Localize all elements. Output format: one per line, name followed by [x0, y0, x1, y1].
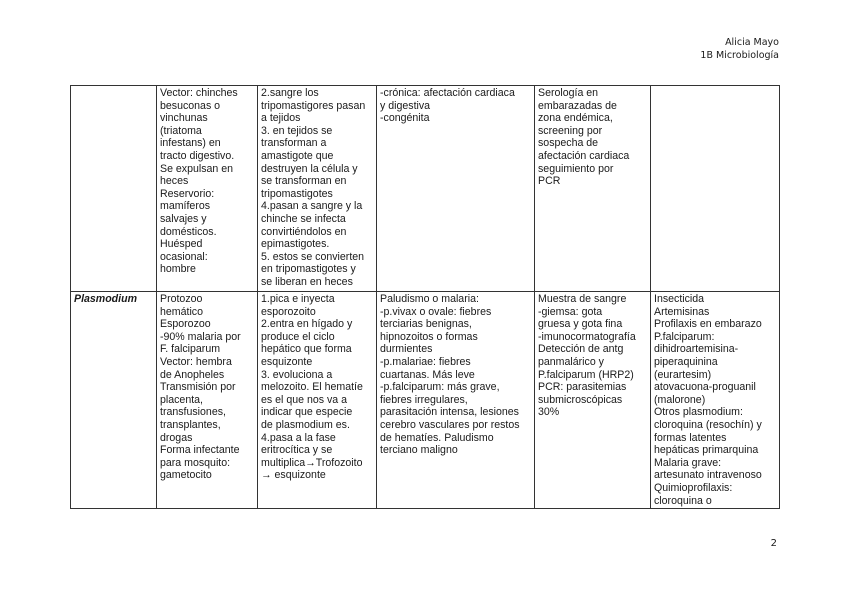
table-cell — [651, 292, 780, 509]
cell-text-line: gruesa y gota fina — [538, 318, 623, 331]
cell-text-line: Vector: chinches — [160, 87, 238, 99]
cell-text-line: y digestiva — [380, 99, 431, 112]
cell-text-line: Esporozoo — [160, 318, 211, 331]
cell-text-line: salvajes y — [160, 212, 207, 225]
cell-text-line: zona endémica, — [538, 112, 613, 125]
cell-text-line: convirtiéndolos en — [261, 225, 347, 238]
cell-text-line: panmalárico y — [538, 355, 604, 368]
cell-text-line: destruyen la célula y — [261, 162, 358, 175]
cell-text-line: -p.falciparum: más grave, — [380, 381, 500, 394]
cell-text-line: es el que nos va a — [261, 393, 347, 406]
cell-text-line: fiebres irregulares, — [380, 393, 468, 406]
cell-text-line: produce el ciclo — [261, 330, 335, 343]
cell-text-line: Protozoo — [160, 293, 203, 305]
cell-text-line: F. falciparum — [160, 343, 221, 356]
cell-text-line: mamíferos — [160, 200, 211, 213]
cell-text-line: placenta, — [160, 393, 203, 406]
cell-text-line: se transforman en — [261, 175, 347, 188]
cell-text-line: Forma infectante — [160, 444, 240, 457]
cell-text-line: afectación cardiaca — [538, 149, 630, 162]
cell-text-line: → esquizonte — [261, 469, 326, 482]
cell-text-line: Quimioprofilaxis: — [654, 481, 733, 494]
page-header — [700, 36, 779, 62]
table-row — [71, 292, 780, 509]
cell-text-line: P.falciparum: — [654, 330, 715, 343]
cell-text-line: cuartanas. Más leve — [380, 368, 475, 381]
cell-text-line: -p.vivax o ovale: fiebres — [380, 305, 492, 318]
table-cell — [258, 86, 377, 292]
cell-text-line: vinchunas — [160, 112, 208, 125]
cell-text-line: transplantes, — [160, 418, 221, 431]
cell-text-line: artesunato intravenoso — [654, 469, 762, 482]
page-number: 2 — [770, 538, 777, 549]
cell-text-line: PCR: parasitemias — [538, 381, 627, 394]
cell-text-line: P.falciparum (HRP2) — [538, 368, 634, 381]
table-row — [71, 86, 780, 292]
cell-text-line: transfusiones, — [160, 406, 226, 419]
cell-text-line: en tripomastigotes y — [261, 263, 356, 276]
cell-text-line: cerebro vasculares por restos — [380, 418, 520, 431]
cell-text-line: heces — [160, 175, 189, 188]
cell-text-line: Transmisión por — [160, 381, 236, 394]
cell-text-line: esporozoito — [261, 305, 316, 318]
cell-text-line: epimastigotes. — [261, 238, 330, 251]
cell-text-line: Insecticida — [654, 293, 705, 305]
cell-text-line: -congénita — [380, 112, 430, 125]
cell-text-line: atovacuona-proguanil — [654, 381, 756, 394]
cell-text-line: 5. estos se convierten — [261, 250, 365, 263]
cell-text-line: 2.sangre los — [261, 87, 319, 99]
cell-text-line: parasitación intensa, lesiones — [380, 406, 519, 419]
cell-text-line: 1.pica e inyecta — [261, 293, 335, 305]
cell-text-line: (eurartesim) — [654, 368, 712, 381]
cell-text-line: seguimiento por — [538, 162, 614, 175]
cell-text-line: melozoito. El hematíe — [261, 381, 363, 394]
cell-text-line: ocasional: — [160, 250, 208, 263]
cell-text-line: embarazadas de — [538, 99, 617, 112]
cell-text-line: eritrocítica y se — [261, 444, 333, 457]
cell-text-line: para mosquito: — [160, 456, 231, 469]
cell-text-line: -p.malariae: fiebres — [380, 355, 471, 368]
cell-text-line: Paludismo o malaria: — [380, 293, 479, 305]
organism-name-cell: Plasmodium — [71, 292, 157, 509]
cell-text-line: drogas — [160, 431, 193, 444]
table-cell — [535, 86, 651, 292]
cell-text-line: piperaquinina — [654, 355, 718, 368]
cell-text-line: Otros plasmodium: — [654, 406, 743, 419]
cell-text-line: de hematíes. Paludismo — [380, 431, 494, 444]
cell-text-line: 3. evoluciona a — [261, 368, 333, 381]
cell-text-line: -giemsa: gota — [538, 305, 603, 318]
table-cell — [258, 292, 377, 509]
cell-text-line: terciano maligno — [380, 444, 458, 457]
cell-text-line: de plasmodium es. — [261, 418, 350, 431]
course-subject: 1B Microbiología — [700, 50, 779, 61]
cell-text-line: besuconas o — [160, 99, 221, 112]
cell-text-line: Vector: hembra — [160, 355, 232, 368]
cell-text-line: Detección de antg — [538, 343, 624, 356]
table-cell — [157, 292, 258, 509]
table-cell — [377, 292, 535, 509]
organism-name-cell — [71, 86, 157, 292]
cell-text-line: Se expulsan en — [160, 162, 234, 175]
cell-text-line: cloroquina (resochín) y — [654, 418, 762, 431]
cell-text-line: -imunocormatografía — [538, 330, 636, 343]
cell-text-line: 4.pasa a la fase — [261, 431, 336, 444]
cell-text-line: Malaria grave: — [654, 456, 722, 469]
cell-text-line: screening por — [538, 124, 603, 137]
cell-text-line: hipnozoitos o formas — [380, 330, 478, 343]
cell-text-line: tripomastigores pasan — [261, 99, 366, 112]
cell-text-line: indicar que especie — [261, 406, 353, 419]
cell-text-line: Artemisinas — [654, 305, 710, 318]
cell-text-line: tracto digestivo. — [160, 149, 235, 162]
author-name: Alicia Mayo — [725, 37, 779, 48]
cell-text-line: Serología en — [538, 87, 599, 99]
cell-text-line: durmientes — [380, 343, 433, 356]
cell-text-line: dihidroartemisina- — [654, 343, 739, 356]
cell-text-line: multiplica→Trofozoito — [261, 456, 363, 469]
cell-text-line: 3. en tejidos se — [261, 124, 333, 137]
cell-text-line: 4.pasan a sangre y la — [261, 200, 363, 213]
cell-text-line: hepáticas primarquina — [654, 444, 759, 457]
cell-text-line: amastigote que — [261, 149, 334, 162]
cell-text-line: (malorone) — [654, 393, 706, 406]
microbiology-table — [70, 85, 780, 509]
cell-text-line: de Anopheles — [160, 368, 225, 381]
cell-text-line: se liberan en heces — [261, 275, 353, 288]
cell-text-line: Profilaxis en embarazo — [654, 318, 762, 331]
cell-text-line: cloroquina o — [654, 494, 712, 507]
table-cell — [651, 86, 780, 292]
cell-text-line: Huésped — [160, 238, 203, 251]
cell-text-line: hemático — [160, 305, 203, 318]
cell-text-line: 2.entra en hígado y — [261, 318, 353, 331]
cell-text-line: 30% — [538, 406, 560, 419]
cell-text-line: -90% malaria por — [160, 330, 241, 343]
cell-text-line: (triatoma — [160, 124, 202, 137]
cell-text-line: -crónica: afectación cardiaca — [380, 87, 515, 99]
cell-text-line: esquizonte — [261, 355, 313, 368]
table-cell — [377, 86, 535, 292]
cell-text-line: hepático que forma — [261, 343, 352, 356]
cell-text-line: PCR — [538, 175, 561, 188]
cell-text-line: transforman a — [261, 137, 327, 150]
cell-text-line: domésticos. — [160, 225, 217, 238]
table-cell — [535, 292, 651, 509]
cell-text-line: chinche se infecta — [261, 212, 346, 225]
cell-text-line: Reservorio: — [160, 187, 215, 200]
cell-text-line: a tejidos — [261, 112, 301, 125]
cell-text-line: tripomastigotes — [261, 187, 333, 200]
cell-text-line: hombre — [160, 263, 196, 276]
cell-text-line: sospecha de — [538, 137, 599, 150]
cell-text-line: submicroscópicas — [538, 393, 623, 406]
cell-text-line: gametocito — [160, 469, 212, 482]
table-cell — [157, 86, 258, 292]
cell-text-line: infestans) en — [160, 137, 221, 150]
cell-text-line: Muestra de sangre — [538, 293, 627, 305]
cell-text-line: formas latentes — [654, 431, 727, 444]
cell-text-line: terciarias benignas, — [380, 318, 472, 331]
